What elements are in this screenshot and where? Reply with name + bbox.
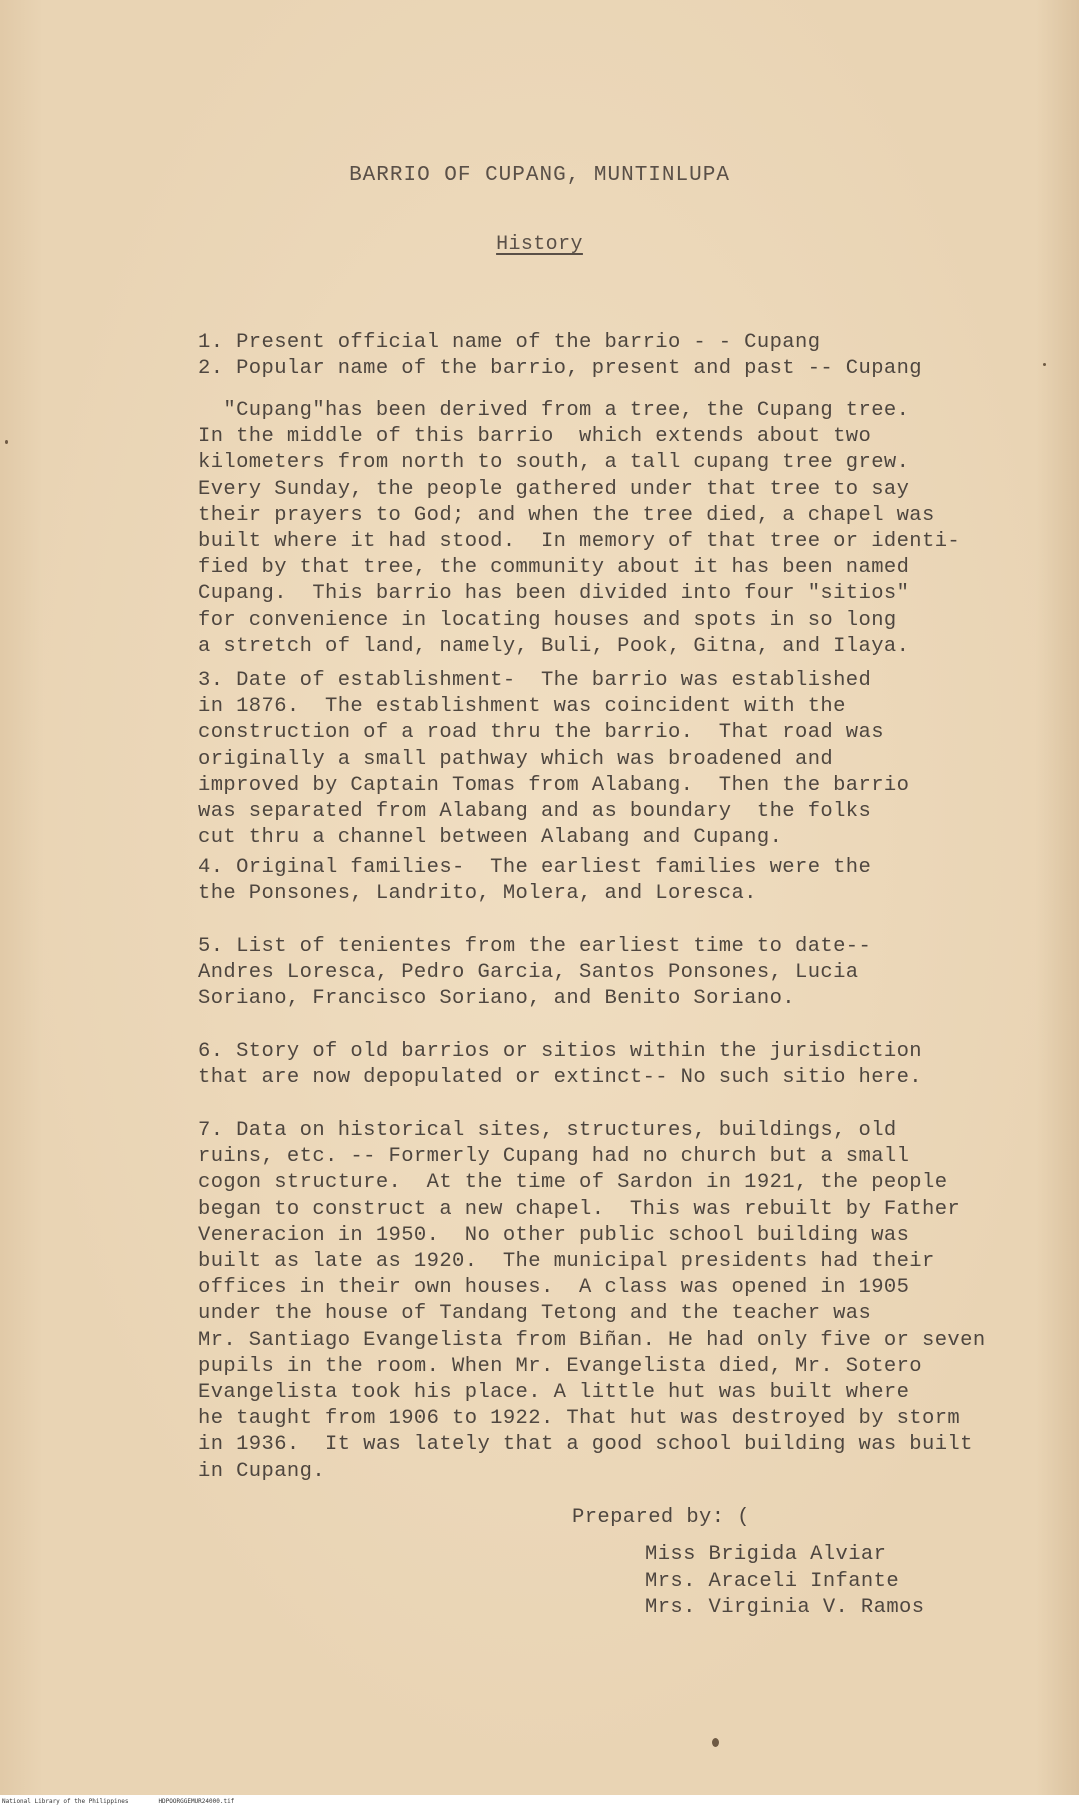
- paragraph-line: he taught from 1906 to 1922. That hut was destroyed by storm: [198, 1407, 961, 1431]
- ink-speck: [712, 1738, 719, 1747]
- paragraph-line: In the middle of this barrio which extends about two: [198, 425, 872, 449]
- paragraph-line: kilometers from north to south, a tall cupang tree grew.: [198, 451, 910, 475]
- paragraph-line: their prayers to God; and when the tree died, a chapel was: [198, 503, 935, 527]
- item-4-paragraph: [198, 855, 1068, 907]
- signatory-name: Mrs. Araceli Infante: [645, 1569, 900, 1593]
- subtitle-text: History: [496, 233, 583, 256]
- paragraph-line: cut thru a channel between Alabang and Cupang.: [198, 826, 783, 850]
- signatory-name: Miss Brigida Alviar: [645, 1543, 887, 1566]
- paragraph-line: construction of a road thru the barrio. That road was: [198, 721, 884, 745]
- paragraph-line: Andres Loresca, Pedro Garcia, Santos Ponsones, Lucia: [198, 961, 859, 985]
- paragraph-line: "Cupang"has been derived from a tree, the Cupang tree.: [198, 399, 910, 422]
- paragraph-line: built where it had stood. In memory of that tree or identi-: [198, 530, 961, 554]
- item-3-paragraph: [198, 668, 1068, 851]
- item-1-line: 1. Present official name of the barrio - - Cupang: [198, 331, 821, 354]
- paragraph-line: Evangelista took his place. A little hut was built where: [198, 1381, 910, 1405]
- signatory-list: [645, 1542, 924, 1622]
- paragraph-line: originally a small pathway which was broadened and: [198, 747, 834, 771]
- paragraph-line: the Ponsones, Landrito, Molera, and Loresca.: [198, 882, 757, 906]
- paragraph-line: in 1936. It was lately that a good school building was built: [198, 1433, 973, 1457]
- signatory-name: Mrs. Virginia V. Ramos: [645, 1596, 925, 1619]
- prepared-by-label: Prepared by: (: [572, 1506, 750, 1529]
- document-title: BARRIO OF CUPANG, MUNTINLUPA: [349, 164, 730, 187]
- paragraph-line: a stretch of land, namely, Buli, Pook, Gitna, and Ilaya.: [198, 634, 910, 658]
- paragraph-line: ruins, etc. -- Formerly Cupang had no church but a small: [198, 1145, 910, 1169]
- item-6-paragraph: [198, 1039, 1068, 1091]
- ink-speck: [5, 440, 8, 444]
- intro-paragraph: [198, 398, 1068, 660]
- paragraph-line: improved by Captain Tomas from Alabang. Then the barrio: [198, 773, 910, 797]
- paragraph-line: in 1876. The establishment was coincident with the: [198, 695, 846, 719]
- item-7-paragraph: [198, 1118, 1068, 1485]
- footer-library: National Library of the Philippines: [2, 1798, 129, 1805]
- paragraph-line: for convenience in locating houses and spots in so long: [198, 608, 897, 632]
- document-subtitle: [0, 233, 1079, 256]
- paragraph-line: cogon structure. At the time of Sardon in 1921, the people: [198, 1171, 948, 1195]
- paragraph-line: built as late as 1920. The municipal presidents had their: [198, 1250, 935, 1274]
- paragraph-line: was separated from Alabang and as boundary the folks: [198, 800, 872, 824]
- paragraph-line: pupils in the room. When Mr. Evangelista died, Mr. Sotero: [198, 1354, 923, 1378]
- paragraph-line: Soriano, Francisco Soriano, and Benito Soriano.: [198, 987, 795, 1011]
- paragraph-line: that are now depopulated or extinct-- No such sitio here.: [198, 1066, 923, 1090]
- item-5-paragraph: [198, 934, 1068, 1013]
- item-2-line: 2. Popular name of the barrio, present and past -- Cupang: [198, 357, 923, 381]
- paragraph-line: 4. Original families- The earliest families were the: [198, 856, 872, 879]
- paragraph-line: Veneracion in 1950. No other public school building was: [198, 1223, 910, 1247]
- paragraph-line: began to construct a new chapel. This was rebuilt by Father: [198, 1197, 961, 1221]
- paragraph-line: offices in their own houses. A class was opened in 1905: [198, 1276, 910, 1300]
- paragraph-line: 5. List of tenientes from the earliest time to date--: [198, 935, 872, 958]
- paragraph-line: under the house of Tandang Tetong and the teacher was: [198, 1302, 872, 1326]
- paragraph-line: 7. Data on historical sites, structures, buildings, old: [198, 1119, 897, 1142]
- paragraph-line: 6. Story of old barrios or sitios within the jurisdiction: [198, 1040, 923, 1063]
- items-1-2: [198, 330, 1068, 382]
- paragraph-line: Every Sunday, the people gathered under that tree to say: [198, 477, 910, 501]
- paragraph-line: 3. Date of establishment- The barrio was established: [198, 669, 872, 692]
- paragraph-line: Cupang. This barrio has been divided into four "sitios": [198, 582, 910, 606]
- paragraph-line: in Cupang.: [198, 1459, 326, 1483]
- ink-speck: [1043, 363, 1046, 366]
- scan-footer: [0, 1796, 1079, 1808]
- paragraph-line: Mr. Santiago Evangelista from Biñan. He had only five or seven: [198, 1328, 986, 1352]
- paragraph-line: fied by that tree, the community about it has been named: [198, 556, 910, 580]
- footer-filename: HDPOORGGEMUR24000.tif: [158, 1798, 235, 1805]
